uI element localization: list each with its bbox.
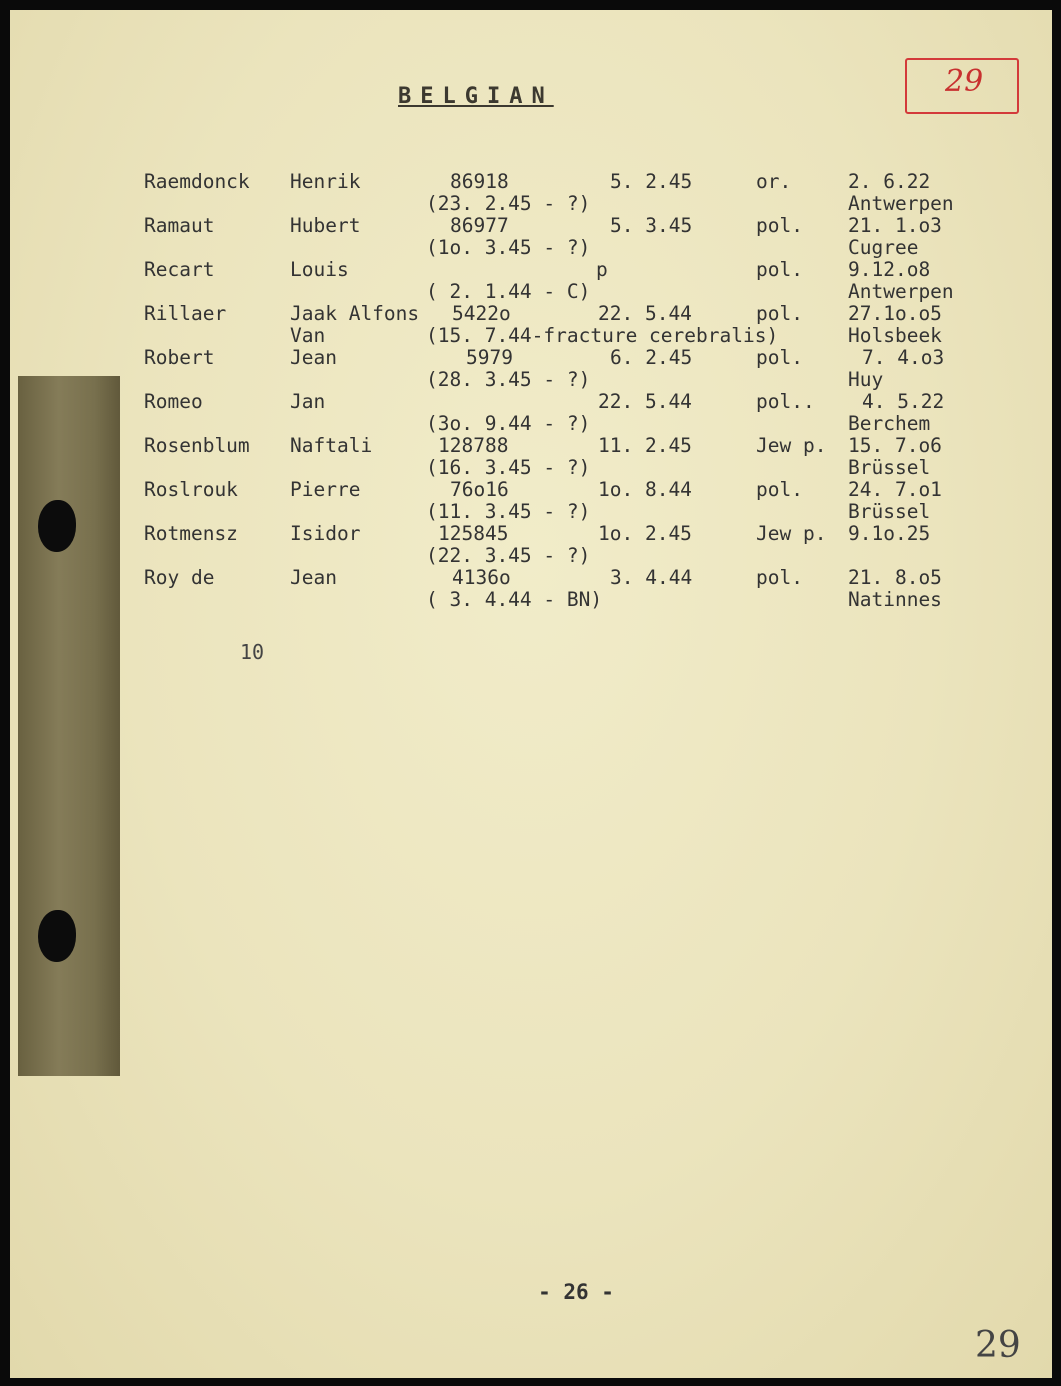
list-item	[10, 214, 1052, 238]
surname: Rillaer	[144, 302, 227, 325]
prisoner-number: 76o16	[450, 478, 509, 501]
birth-date: 2. 6.22	[848, 170, 931, 193]
list-item	[10, 434, 1052, 458]
prisoner-number: 5979	[466, 346, 513, 369]
birth-date: 9.1o.25	[848, 522, 931, 545]
list-item-detail	[10, 544, 1052, 568]
surname: Romeo	[144, 390, 203, 413]
category: Jew p.	[756, 434, 827, 457]
fate-note: (28. 3.45 - ?)	[426, 368, 591, 391]
surname: Raemdonck	[144, 170, 250, 193]
birth-date: 9.12.o8	[848, 258, 931, 281]
birth-date: 24. 7.o1	[848, 478, 942, 501]
given-name: Hubert	[290, 214, 361, 237]
document-page	[10, 10, 1052, 1378]
arrival-date: 22. 5.44	[598, 302, 692, 325]
surname: Roslrouk	[144, 478, 238, 501]
surname: Rotmensz	[144, 522, 238, 545]
birth-place: Antwerpen	[848, 280, 954, 303]
handwritten-page-number: 29	[975, 1325, 1021, 1366]
given-name: Jean	[290, 566, 337, 589]
category: pol.	[756, 214, 803, 237]
fate-note: (15. 7.44-fracture cerebralis)	[426, 324, 779, 347]
list-item	[10, 522, 1052, 546]
given-name: Naftali	[290, 434, 373, 457]
given-name: Pierre	[290, 478, 361, 501]
given-name: Louis	[290, 258, 349, 281]
list-item-detail	[10, 192, 1052, 216]
list-item-detail	[10, 500, 1052, 524]
given-name: Isidor	[290, 522, 361, 545]
arrival-date: 1o. 2.45	[598, 522, 692, 545]
category: pol..	[756, 390, 815, 413]
fate-note: (3o. 9.44 - ?)	[426, 412, 591, 435]
fate-note: (22. 3.45 - ?)	[426, 544, 591, 567]
birth-place: Berchem	[848, 412, 931, 435]
list-item-detail	[10, 588, 1052, 612]
list-item-detail	[10, 368, 1052, 392]
prisoner-number: 4136o	[452, 566, 511, 589]
list-item	[10, 566, 1052, 590]
birth-date: 27.1o.o5	[848, 302, 942, 325]
arrival-date: 22. 5.44	[598, 390, 692, 413]
page-stamp-box	[905, 58, 1019, 114]
punch-hole	[38, 910, 76, 962]
given-name: Jean	[290, 346, 337, 369]
list-item	[10, 170, 1052, 194]
birth-date: 21. 8.o5	[848, 566, 942, 589]
list-item-detail	[10, 324, 1052, 348]
birth-date: 15. 7.o6	[848, 434, 942, 457]
birth-date: 7. 4.o3	[862, 346, 945, 369]
list-item	[10, 258, 1052, 282]
given-name: Jaak Alfons	[290, 302, 420, 325]
birth-place: Holsbeek	[848, 324, 942, 347]
page-stamp-number: 29	[945, 64, 984, 99]
prisoner-number: p	[596, 258, 608, 281]
category: pol.	[756, 346, 803, 369]
arrival-date: 5. 3.45	[610, 214, 693, 237]
arrival-date: 3. 4.44	[610, 566, 693, 589]
fate-note: (1o. 3.45 - ?)	[426, 236, 591, 259]
fate-note: (16. 3.45 - ?)	[426, 456, 591, 479]
arrival-date: 6. 2.45	[610, 346, 693, 369]
category: pol.	[756, 566, 803, 589]
list-item	[10, 478, 1052, 502]
birth-place: Cugree	[848, 236, 919, 259]
birth-date: 4. 5.22	[862, 390, 945, 413]
arrival-date: 11. 2.45	[598, 434, 692, 457]
page-number-footer: - 26 -	[538, 1280, 614, 1304]
category: pol.	[756, 258, 803, 281]
arrival-date: 5. 2.45	[610, 170, 693, 193]
birth-place: Natinnes	[848, 588, 942, 611]
prisoner-number: 5422o	[452, 302, 511, 325]
fate-note: ( 2. 1.44 - C)	[426, 280, 591, 303]
page-heading: BELGIAN	[398, 84, 554, 109]
list-item-detail	[10, 280, 1052, 304]
birth-place: Brüssel	[848, 456, 931, 479]
fate-note: (23. 2.45 - ?)	[426, 192, 591, 215]
fate-note: (11. 3.45 - ?)	[426, 500, 591, 523]
surname: Rosenblum	[144, 434, 250, 457]
prisoner-number: 128788	[438, 434, 509, 457]
given-name: Henrik	[290, 170, 361, 193]
list-item-detail	[10, 456, 1052, 480]
list-item	[10, 302, 1052, 326]
category: or.	[756, 170, 792, 193]
list-item-detail	[10, 412, 1052, 436]
fate-note: ( 3. 4.44 - BN)	[426, 588, 603, 611]
given-name: Jan	[290, 390, 326, 413]
surname: Recart	[144, 258, 215, 281]
birth-place: Brüssel	[848, 500, 931, 523]
margin-mark: 10	[240, 640, 265, 664]
category: pol.	[756, 478, 803, 501]
category: pol.	[756, 302, 803, 325]
arrival-date: 1o. 8.44	[598, 478, 692, 501]
surname: Ramaut	[144, 214, 215, 237]
prisoner-number: 86977	[450, 214, 509, 237]
birth-place: Huy	[848, 368, 884, 391]
list-item	[10, 390, 1052, 414]
surname: Roy de	[144, 566, 215, 589]
prisoner-number: 86918	[450, 170, 509, 193]
prisoner-number: 125845	[438, 522, 509, 545]
birth-date: 21. 1.o3	[848, 214, 942, 237]
list-item	[10, 346, 1052, 370]
surname: Robert	[144, 346, 215, 369]
list-item-detail	[10, 236, 1052, 260]
category: Jew p.	[756, 522, 827, 545]
given-name-continuation: Van	[290, 324, 326, 347]
birth-place: Antwerpen	[848, 192, 954, 215]
